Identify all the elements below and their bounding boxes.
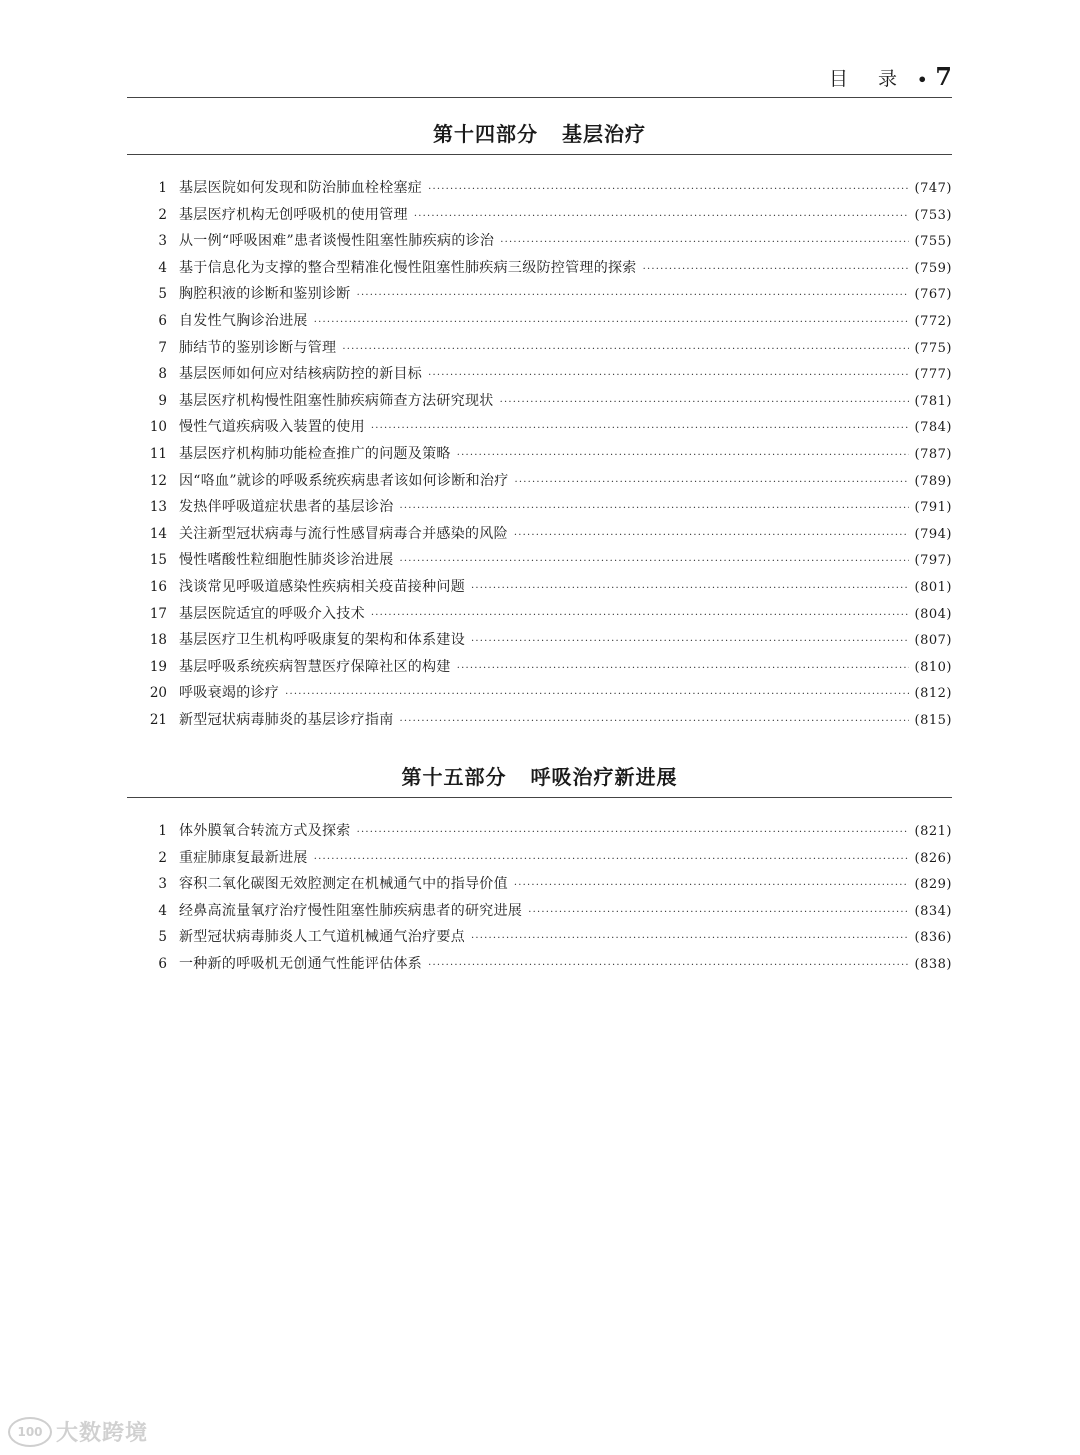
section-rule xyxy=(127,154,952,155)
dot-leader xyxy=(514,880,909,891)
entry-page-number: (747) xyxy=(914,181,952,196)
toc-entry[interactable] xyxy=(127,900,952,927)
header-rule xyxy=(127,97,952,98)
entry-page-number: (838) xyxy=(914,956,952,972)
entry-page-number: (781) xyxy=(914,393,952,409)
entry-number: 10 xyxy=(149,419,167,436)
dot-leader xyxy=(500,397,909,408)
toc-entry[interactable] xyxy=(127,847,952,874)
dot-leader xyxy=(471,933,909,944)
entry-page-number: (755) xyxy=(914,234,952,250)
entry-number: 21 xyxy=(149,711,167,728)
toc-entry[interactable] xyxy=(127,709,952,736)
entry-title: 肺结节的鉴别诊断与管理 xyxy=(179,339,337,356)
entry-page-number: (759) xyxy=(914,260,952,276)
entry-title: 基层医院适宜的呼吸介入技术 xyxy=(179,605,365,622)
entry-title: 容积二氧化碳图无效腔测定在机械通气中的指导价值 xyxy=(179,876,508,893)
entry-page-number: (810) xyxy=(914,659,952,675)
entry-page-number: (812) xyxy=(914,686,952,702)
toc-entry[interactable] xyxy=(127,283,952,310)
section-title xyxy=(127,763,952,791)
toc-entry[interactable] xyxy=(127,603,952,630)
entry-title: 新型冠状病毒肺炎人工气道机械通气治疗要点 xyxy=(179,929,465,946)
entry-number: 15 xyxy=(149,552,167,569)
entry-title: 浅谈常见呼吸道感染性疾病相关疫苗接种问题 xyxy=(179,578,465,595)
entry-page-number: (826) xyxy=(914,850,952,866)
toc-entry[interactable] xyxy=(127,953,952,980)
entry-title: 慢性嗜酸性粒细胞性肺炎诊治进展 xyxy=(179,552,394,569)
section-topic: 基层治疗 xyxy=(562,122,646,146)
dot-leader xyxy=(414,211,909,222)
entry-title: 新型冠状病毒肺炎的基层诊疗指南 xyxy=(179,711,394,728)
dot-leader xyxy=(400,503,909,514)
running-head xyxy=(829,62,952,91)
running-head-label: 目 录 xyxy=(829,68,910,90)
dot-leader xyxy=(457,450,909,461)
toc-entry-list xyxy=(127,820,952,980)
entry-page-number: (775) xyxy=(914,340,952,356)
section-rule xyxy=(127,797,952,798)
entry-title: 基于信息化为支撑的整合型精准化慢性阻塞性肺疾病三级防控管理的探索 xyxy=(179,259,637,276)
dot-leader xyxy=(357,827,909,838)
entry-number: 11 xyxy=(149,445,167,462)
toc-entry[interactable] xyxy=(127,337,952,364)
dot-leader xyxy=(400,556,909,567)
entry-number: 16 xyxy=(149,578,167,595)
entry-number: 6 xyxy=(158,955,167,972)
entry-number: 2 xyxy=(158,849,167,866)
toc-entry[interactable] xyxy=(127,576,952,603)
toc-entry[interactable] xyxy=(127,443,952,470)
entry-number: 5 xyxy=(158,286,167,303)
entry-number: 7 xyxy=(158,339,167,356)
watermark-logo-icon: 100 xyxy=(8,1417,52,1447)
section-title xyxy=(127,120,952,148)
entry-number: 4 xyxy=(158,259,167,276)
dot-leader xyxy=(457,663,909,674)
entry-page-number: (784) xyxy=(914,420,952,436)
entry-number: 6 xyxy=(158,312,167,329)
dot-leader xyxy=(514,530,909,541)
entry-page-number: (807) xyxy=(914,633,952,649)
watermark-brand: 大数跨境 xyxy=(56,1421,149,1446)
entry-title: 胸腔积液的诊断和鉴别诊断 xyxy=(179,286,351,303)
entry-title: 基层医院如何发现和防治肺血栓栓塞症 xyxy=(179,180,423,196)
entry-title: 关注新型冠状病毒与流行性感冒病毒合并感染的风险 xyxy=(179,525,508,542)
dot-leader xyxy=(515,477,909,488)
entry-number: 5 xyxy=(158,929,167,946)
entry-number: 19 xyxy=(149,658,167,675)
toc-entry[interactable] xyxy=(127,204,952,231)
entry-number: 17 xyxy=(149,605,167,622)
toc-entry[interactable] xyxy=(127,310,952,337)
toc-entry[interactable] xyxy=(127,549,952,576)
entry-page-number: (804) xyxy=(914,606,952,622)
dot-leader xyxy=(428,960,908,971)
entry-page-number: (787) xyxy=(914,446,952,462)
entry-title: 基层呼吸系统疾病智慧医疗保障社区的构建 xyxy=(179,658,451,675)
entry-title: 基层医师如何应对结核病防控的新目标 xyxy=(179,366,423,383)
toc-entry[interactable] xyxy=(127,257,952,284)
entry-title: 基层医疗机构肺功能检查推广的问题及策略 xyxy=(179,445,451,462)
entry-title: 重症肺康复最新进展 xyxy=(179,849,308,866)
entry-number: 14 xyxy=(149,525,167,542)
dot-leader xyxy=(471,583,909,594)
entry-number: 9 xyxy=(158,392,167,409)
entry-title: 自发性气胸诊治进展 xyxy=(179,312,308,329)
toc-entry[interactable] xyxy=(127,496,952,523)
entry-page-number: (821) xyxy=(914,824,952,839)
dot-leader xyxy=(471,636,909,647)
dot-leader xyxy=(500,237,908,248)
entry-page-number: (801) xyxy=(914,579,952,595)
entry-page-number: (791) xyxy=(914,500,952,516)
toc-entry[interactable] xyxy=(127,390,952,417)
entry-title: 经鼻高流量氧疗治疗慢性阻塞性肺疾病患者的研究进展 xyxy=(179,902,523,919)
entry-number: 1 xyxy=(158,180,167,196)
entry-number: 2 xyxy=(158,206,167,223)
dot-leader xyxy=(400,716,909,727)
entry-title: 体外膜氧合转流方式及探索 xyxy=(179,823,351,839)
entry-page-number: (834) xyxy=(914,903,952,919)
entry-page-number: (797) xyxy=(914,553,952,569)
dot-leader xyxy=(314,317,909,328)
entry-page-number: (794) xyxy=(914,526,952,542)
entry-title: 基层医疗卫生机构呼吸康复的架构和体系建设 xyxy=(179,632,465,649)
entry-title: 一种新的呼吸机无创通气性能评估体系 xyxy=(179,955,423,972)
toc-entry[interactable] xyxy=(127,363,952,390)
toc-entry[interactable] xyxy=(127,926,952,953)
toc-entry[interactable] xyxy=(127,682,952,709)
watermark xyxy=(8,1416,148,1447)
entry-page-number: (772) xyxy=(914,313,952,329)
entry-number: 1 xyxy=(158,823,167,839)
entry-title: 发热伴呼吸道症状患者的基层诊治 xyxy=(179,499,394,516)
dot-leader xyxy=(314,854,909,865)
toc-entry[interactable] xyxy=(127,416,952,443)
running-head-separator: • xyxy=(917,70,928,89)
section-topic: 呼吸治疗新进展 xyxy=(530,765,678,789)
entry-page-number: (777) xyxy=(914,367,952,383)
entry-page-number: (789) xyxy=(914,473,952,489)
entry-page-number: (829) xyxy=(914,877,952,893)
toc-entry[interactable] xyxy=(127,177,952,204)
dot-leader xyxy=(428,370,908,381)
toc-entry[interactable] xyxy=(127,470,952,497)
section-part-label: 第十四部分 xyxy=(433,122,538,146)
dot-leader xyxy=(528,907,908,918)
entry-number: 13 xyxy=(149,499,167,516)
section-part-label: 第十五部分 xyxy=(401,765,507,789)
toc-entry[interactable] xyxy=(127,523,952,550)
toc-entry[interactable] xyxy=(127,230,952,257)
dot-leader xyxy=(357,290,909,301)
entry-page-number: (767) xyxy=(914,287,952,303)
toc-entry[interactable] xyxy=(127,873,952,900)
entry-number: 3 xyxy=(158,876,167,893)
entry-title: 基层医疗机构慢性阻塞性肺疾病筛查方法研究现状 xyxy=(179,392,494,409)
toc-entry-list xyxy=(127,177,952,735)
toc-entry[interactable] xyxy=(127,656,952,683)
entry-page-number: (815) xyxy=(914,712,952,728)
entry-number: 8 xyxy=(158,366,167,383)
toc-section-15 xyxy=(127,763,952,980)
toc-entry[interactable] xyxy=(127,629,952,656)
entry-number: 20 xyxy=(149,685,167,702)
dot-leader xyxy=(643,264,909,275)
dot-leader xyxy=(285,689,908,700)
dot-leader xyxy=(428,184,908,195)
entry-title: 从一例“呼吸困难”患者谈慢性阻塞性肺疾病的诊治 xyxy=(179,233,495,250)
entry-title: 因“咯血”就诊的呼吸系统疾病患者该如何诊断和治疗 xyxy=(179,472,509,489)
entry-number: 3 xyxy=(158,233,167,250)
dot-leader xyxy=(371,610,909,621)
entry-title: 慢性气道疾病吸入装置的使用 xyxy=(179,419,365,436)
toc-entry[interactable] xyxy=(127,820,952,847)
dot-leader xyxy=(371,423,909,434)
entry-title: 呼吸衰竭的诊疗 xyxy=(179,685,280,702)
entry-page-number: (753) xyxy=(914,207,952,223)
entry-number: 12 xyxy=(149,472,167,489)
dot-leader xyxy=(342,344,908,355)
entry-page-number: (836) xyxy=(914,930,952,946)
toc-section-14 xyxy=(127,120,952,735)
entry-number: 4 xyxy=(158,902,167,919)
entry-number: 18 xyxy=(149,632,167,649)
page-number: 7 xyxy=(935,62,952,91)
entry-title: 基层医疗机构无创呼吸机的使用管理 xyxy=(179,206,408,223)
